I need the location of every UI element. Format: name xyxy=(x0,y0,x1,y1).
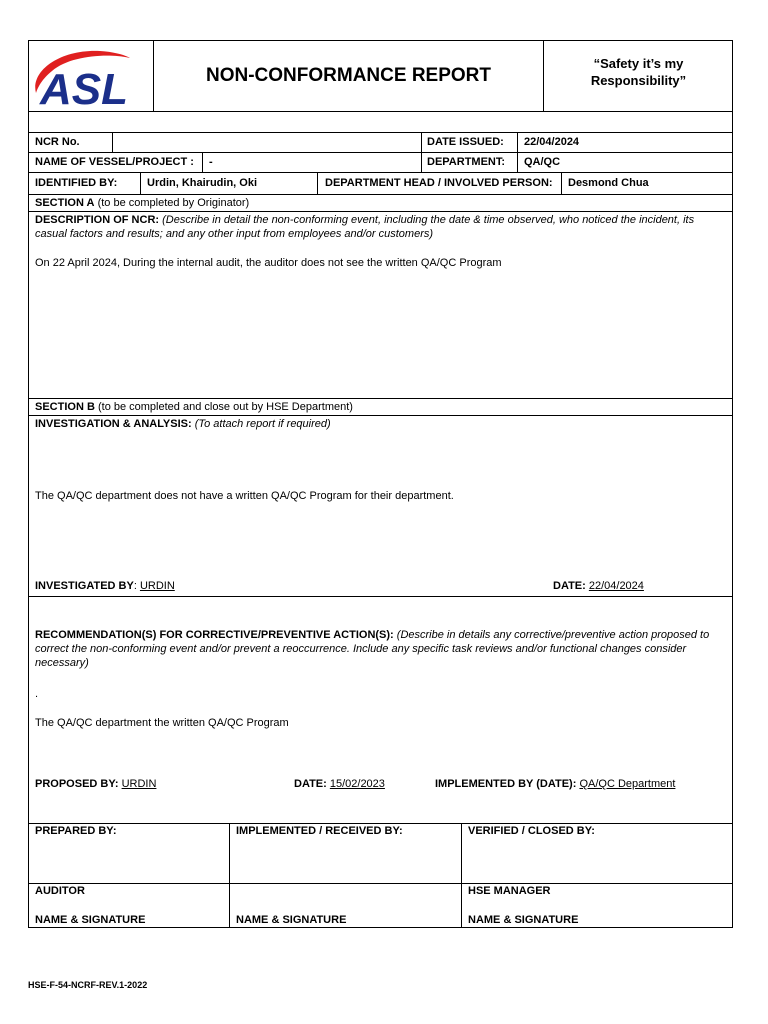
investigation-label: INVESTIGATION & ANALYSIS: xyxy=(35,418,192,430)
signature-block xyxy=(28,824,733,928)
investigation-date-label: DATE: xyxy=(553,580,586,592)
page-title: NON-CONFORMANCE REPORT xyxy=(206,65,491,86)
verified-closed-label: VERIFIED / CLOSED BY: xyxy=(468,825,595,837)
investigated-by-label: INVESTIGATED BY xyxy=(35,580,134,592)
description-hint: (Describe in detail the non-conforming event, including the date & time observed, who noticed the incident, its casual factors and results; and any other input from employees and/or customers) xyxy=(35,214,695,240)
section-a-note: (to be completed by Originator) xyxy=(97,197,250,209)
investigated-by: INVESTIGATED BY: URDIN xyxy=(35,580,175,592)
prepared-by-label: PREPARED BY: xyxy=(35,825,117,837)
date-issued-label: DATE ISSUED: xyxy=(427,136,504,148)
recommendation-header xyxy=(35,628,725,670)
ncr-no-label: NCR No. xyxy=(35,136,80,148)
ncr-row xyxy=(28,133,733,153)
investigation-hint: (To attach report if required) xyxy=(194,418,331,430)
dept-head-value: Desmond Chua xyxy=(568,177,649,189)
section-b-label: SECTION B xyxy=(35,401,95,413)
implemented-by xyxy=(435,777,675,791)
investigation-date xyxy=(553,579,644,593)
section-b-note: (to be completed and close out by HSE Department) xyxy=(97,401,353,413)
department-label: DEPARTMENT: xyxy=(427,156,506,168)
form-code: HSE-F-54-NCRF-REV.1-2022 xyxy=(28,980,148,990)
description-label: DESCRIPTION OF NCR: xyxy=(35,214,160,226)
recommendation-hint: (Describe in details any corrective/preventive action proposed to correct the non-conforming event and/or prevent a reoccurrence. Include any specific task reviews and/or functional changes consider necessary) xyxy=(35,629,710,669)
date-issued-value: 22/04/2024 xyxy=(524,136,580,148)
investigation-block xyxy=(28,416,733,597)
ncr-form xyxy=(28,40,733,928)
auditor-label: AUDITOR xyxy=(35,885,85,897)
slogan-cell xyxy=(544,40,733,112)
identified-row xyxy=(28,173,733,195)
proposed-date xyxy=(294,777,385,791)
proposed-by xyxy=(35,777,156,791)
proposed-by-value: URDIN xyxy=(121,778,157,790)
recommendation-text: The QA/QC department the written QA/QC Program xyxy=(35,717,289,729)
department-value: QA/QC xyxy=(524,156,561,168)
name-signature-2: NAME & SIGNATURE xyxy=(236,914,347,926)
hse-manager-label: HSE MANAGER xyxy=(468,885,551,897)
proposed-by-label: PROPOSED BY: xyxy=(35,778,119,790)
logo-text: ASL xyxy=(40,65,128,111)
vessel-label: NAME OF VESSEL/PROJECT : xyxy=(35,156,194,168)
name-signature-1: NAME & SIGNATURE xyxy=(35,914,146,926)
asl-logo xyxy=(30,41,150,111)
identified-by-value: Urdin, Khairudin, Oki xyxy=(147,177,258,189)
vessel-value: - xyxy=(209,156,213,168)
description-block xyxy=(28,212,733,399)
slogan: “Safety it’s my Responsibility” xyxy=(590,56,687,88)
proposed-date-value: 15/02/2023 xyxy=(329,778,385,790)
implemented-by-value: QA/QC Department xyxy=(579,778,676,790)
recommendation-block xyxy=(28,597,733,824)
dept-head-label: DEPARTMENT HEAD / INVOLVED PERSON: xyxy=(325,177,553,189)
logo-cell xyxy=(28,40,154,112)
implemented-by-label: IMPLEMENTED BY (DATE): xyxy=(435,778,577,790)
section-b-header xyxy=(28,399,733,416)
title-cell xyxy=(154,40,544,112)
identified-by-label: IDENTIFIED BY: xyxy=(35,177,118,189)
implemented-received-label: IMPLEMENTED / RECEIVED BY: xyxy=(236,825,403,837)
proposed-date-label: DATE: xyxy=(294,778,327,790)
investigated-by-value: URDIN xyxy=(139,580,175,592)
recommendation-dot: . xyxy=(35,688,39,700)
section-a-header xyxy=(28,195,733,212)
spacer-row xyxy=(28,112,733,133)
vessel-row xyxy=(28,153,733,173)
investigation-text: The QA/QC department does not have a written QA/QC Program for their department. xyxy=(35,490,454,502)
investigation-date-value: 22/04/2024 xyxy=(588,580,644,592)
description-text: On 22 April 2024, During the internal audit, the auditor does not see the written QA/QC Program xyxy=(35,257,502,269)
recommendation-label: RECOMMENDATION(S) FOR CORRECTIVE/PREVENTIVE ACTION(S): xyxy=(35,629,394,641)
section-a-label: SECTION A xyxy=(35,197,95,209)
name-signature-3: NAME & SIGNATURE xyxy=(468,914,579,926)
